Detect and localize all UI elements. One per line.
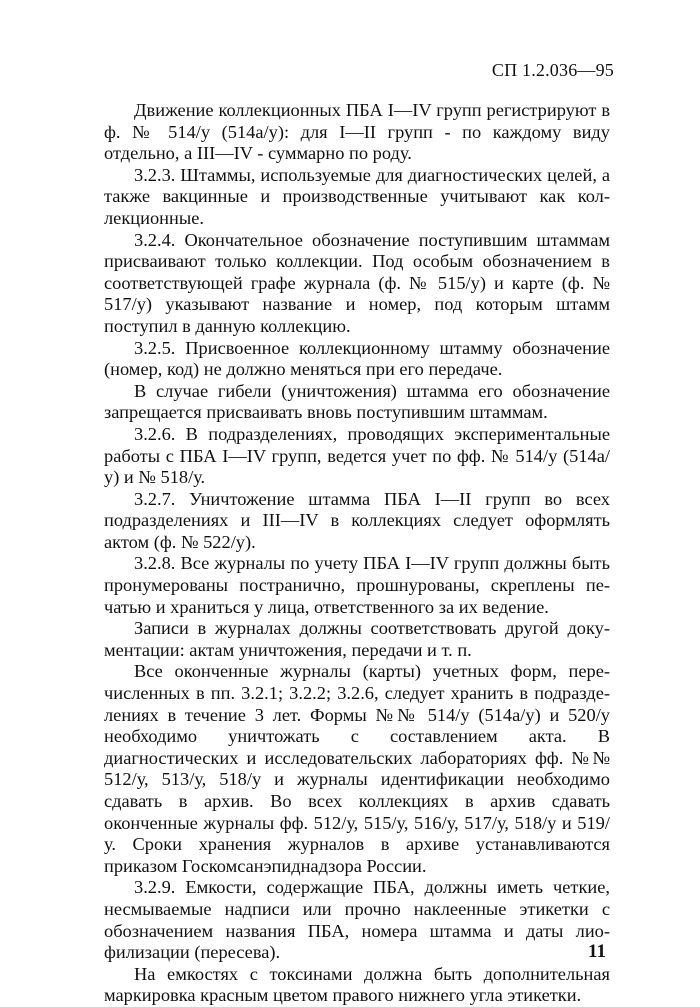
paragraph-3-2-4: 3.2.4. Окончательное обозначение поступившим штаммам присваивают только коллекции. Под особым обозначением в соответствующей графе журнала (ф. № 515/у) и карте (ф. № 517/у) указывают название и номер, под которым штамм поступил в данную коллекцию. (104, 229, 610, 336)
paragraph-3-2-8: 3.2.8. Все журналы по учету ПБА I—IV групп должны быть пронумерованы постранично, прошнурованы, скреплены печатью и храниться у лица, ответственного за их ведение. (104, 553, 610, 617)
document-code-header: СП 1.2.036—95 (491, 60, 614, 80)
paragraph-toxin-marking: На емкостях с токсинами должна быть дополнительная маркировка красным цветом правого нижнего угла этикетки. (104, 963, 610, 1006)
paragraph-3-2-5: 3.2.5. Присвоенное коллекционному штамму обозначение (номер, код) не должно меняться при его передаче. (104, 337, 610, 380)
paragraph-3-2-9: 3.2.9. Емкости, содержащие ПБА, должны иметь четкие, несмываемые надписи или прочно наклеенные этикетки с обозначением названия ПБА, номера штамма и даты лиофилизации (пересева). (104, 877, 610, 963)
page-number: 11 (588, 941, 606, 962)
paragraph-journal-storage: Все оконченные журналы (карты) учетных форм, перечисленных в пп. 3.2.1; 3.2.2; 3.2.6, следует хранить в подразделениях в течение 3 лет. Формы №№ 514/у (514а/у) и 520/у необходимо уничтожать с составлением акта. В диагностических и исследовательских лабораториях фф. №№ 512/у, 513/у, 518/у и журналы идентификации необходимо сдавать в архив. Во всех коллекциях в архив сдавать оконченные журналы фф. 512/у, 515/у, 516/у, 517/у, 518/у и 519/у. Сроки хранения журналов в архиве устанавливаются приказом Госкомсанэпиднадзора России. (104, 661, 610, 876)
paragraph-journal-records: Записи в журналах должны соответствовать другой документации: актам уничтожения, передачи и т. п. (104, 618, 610, 660)
paragraph-strain-loss: В случае гибели (уничтожения) штамма его обозначение запрещается присваивать вновь поступившим штаммам. (104, 380, 610, 423)
paragraph-3-2-7: 3.2.7. Уничтожение штамма ПБА I—II групп во всех подразделениях и III—IV в коллекциях следует оформлять актом (ф. № 522/у). (104, 488, 610, 552)
paragraph-3-2-6: 3.2.6. В подразделениях, проводящих экспериментальные работы с ПБА I—IV групп, ведется учет по фф. № 514/у (514а/у) и № 518/у. (104, 423, 610, 488)
paragraph-registration: Движение коллекционных ПБА I—IV групп регистрируют в ф. № 514/у (514а/у): для I—II групп - по каждому виду отдельно, а III—IV - суммарно по роду. (104, 100, 610, 164)
document-body (104, 100, 610, 1007)
paragraph-3-2-3: 3.2.3. Штаммы, используемые для диагностических целей, а также вакцинные и производственные учитывают как коллекционные. (104, 164, 610, 228)
